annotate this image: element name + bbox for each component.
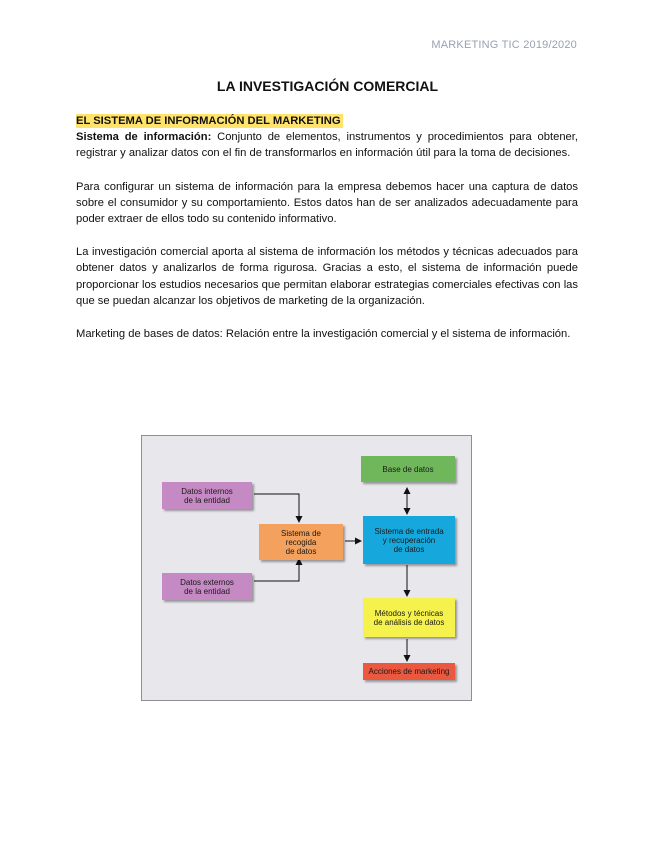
box-analysis-methods (363, 598, 455, 637)
box-collection-line1: Sistema de (280, 528, 322, 538)
box-external-data-line2: de la entidad (184, 586, 230, 596)
box-database-line1: Base de datos (382, 464, 434, 474)
box-collection-line2: recogida (285, 537, 317, 547)
box-collection-line3: de datos (285, 546, 317, 556)
box-external-data-line1: Datos externos (180, 577, 234, 587)
box-marketing-actions (363, 663, 455, 680)
document-body (76, 113, 578, 359)
box-actions-line1: Acciones de marketing (368, 667, 450, 676)
box-internal-data (162, 482, 252, 509)
course-header: MARKETING TIC 2019/2020 (431, 39, 577, 51)
paragraph-research: La investigación comercial aporta al sistema de información los métodos y técnicas adecuados para obtener datos y analizarlos de forma rigurosa. Gracias a esto, el sistema de información puede proporcionar los estudios necesarios que permitan elaborar estrategias comerciales efectivas con las que se puedan alcanzar los objetivos de marketing de la organización. (76, 246, 578, 307)
box-storage-line2: y recuperación (382, 535, 436, 545)
box-methods-line2: de análisis de datos (373, 617, 445, 627)
box-collection-system (259, 524, 343, 560)
section-heading: EL SISTEMA DE INFORMACIÓN DEL MARKETING (76, 115, 341, 127)
definition-term: Sistema de información: (76, 131, 212, 144)
box-storage-line1: Sistema de entrada (374, 526, 444, 536)
box-database (361, 456, 455, 482)
box-internal-data-line2: de la entidad (184, 495, 230, 505)
box-storage-system (363, 516, 455, 564)
paragraph-database-marketing: Marketing de bases de datos: Relación entre la investigación comercial y el sistema de información. (76, 328, 571, 341)
definition-text: Conjunto de elementos, instrumentos y procedimientos para obtener, registrar y analizar datos con el fin de transformarlos en información útil para la toma de decisiones. (76, 131, 578, 160)
paragraph-data-capture: Para configurar un sistema de información para la empresa debemos hacer una captura de datos sobre el consumidor y su comportamiento. Estos datos han de ser analizados adecuadamente para poder extraer de ellos todo su contenido informativo. (76, 180, 578, 226)
document-title: LA INVESTIGACIÓN COMERCIAL (216, 78, 439, 94)
information-system-diagram (141, 435, 472, 701)
definition-paragraph (76, 129, 578, 161)
box-methods-line1: Métodos y técnicas (374, 608, 444, 618)
arrow-external-to-collection (254, 559, 299, 581)
box-internal-data-line1: Datos internos (181, 486, 233, 496)
box-external-data (162, 573, 252, 600)
arrow-internal-to-collection (254, 494, 299, 522)
box-storage-line3: de datos (393, 544, 425, 554)
